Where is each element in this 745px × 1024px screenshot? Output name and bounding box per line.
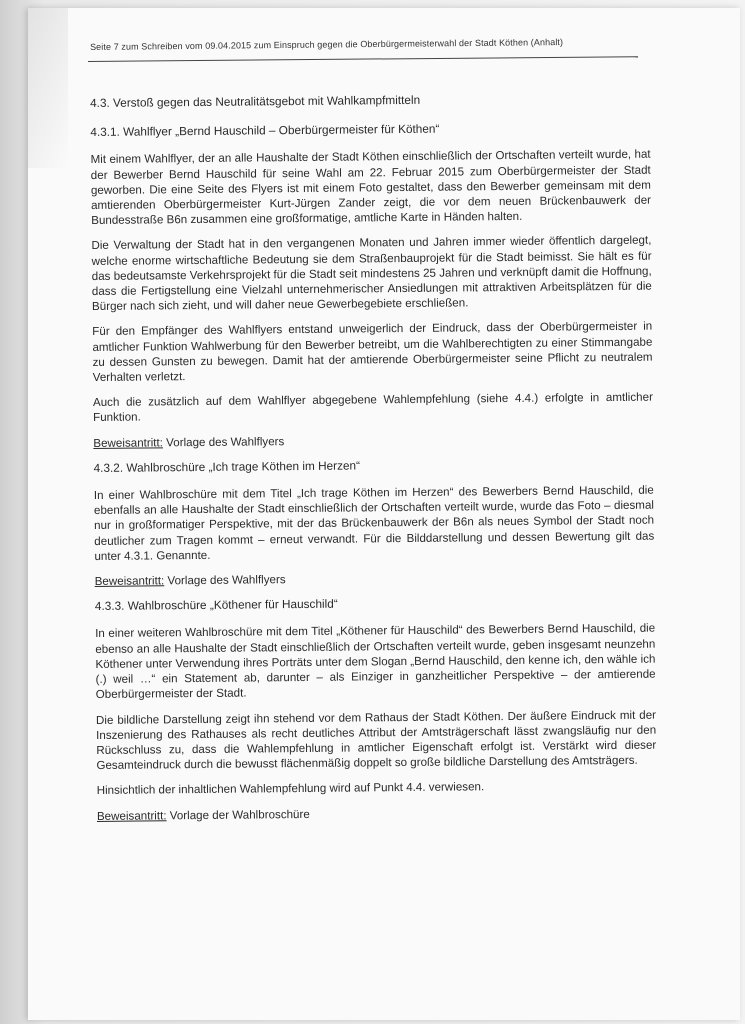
paragraph: In einer weiteren Wahlbroschüre mit dem Titel „Köthener für Hauschild“ des Bewerbers Bernd Hauschild, die ebenso an alle Haushalte der Stadt einschließlich der Ortschaften verteilt wurde, geben insgesamt neunzehn Köthener unter Verwendung ihres Porträts unter dem Slogan „Bernd Hauschild, den kenne ich, den wähle ich (.) weil …“ ein Statement ab, darunter – als Einziger in ganzheitlicher Perspektive – der amtierende Oberbürgermeister der Stadt. bbox=[95, 622, 656, 702]
paragraph: Mit einem Wahlflyer, der an alle Haushalte der Stadt Köthen einschließlich der Ortschaften verteilt wurde, hat der Bewerber Bernd Hauschild für seine Wahl am 22. Februar 2015 zum Oberbürgermeister der Stadt geworben. Die eine Seite des Flyers ist mit einem Foto gestaltet, dass den Bewerber gemeinsam mit dem amtierenden Oberbürgermeister Kurt-Jürgen Zander zeigt, die vor dem neuen Brückenbauwerk der Bundesstraße B6n zusammen eine großformatige, amtliche Karte in Händen halten. bbox=[90, 148, 652, 228]
paragraph: Auch die zusätzlich auf dem Wahlflyer abgegebene Wahlempfehlung (siehe 4.4.) erfolgte in amtlicher Funktion. bbox=[92, 390, 653, 425]
section-heading-4-3-2: 4.3.2. Wahlbroschüre „Ich trage Köthen im Herzen“ bbox=[93, 458, 361, 475]
evidence-label: Beweisantritt: bbox=[94, 574, 165, 589]
evidence-label: Beweisantritt: bbox=[93, 435, 163, 450]
page-header: Seite 7 zum Schreiben vom 09.04.2015 zum Einspruch gegen die Oberbürgermeisterwahl der Stadt Köthen (Anhalt) bbox=[90, 37, 564, 52]
evidence-label: Beweisantritt: bbox=[96, 808, 167, 823]
section-heading-4-3-1: 4.3.1. Wahlflyer „Bernd Hauschild – Oberbürgermeister für Köthen“ bbox=[90, 121, 440, 140]
paragraph: Die Verwaltung der Stadt hat in den vergangenen Monaten und Jahren immer wieder öffentlich dargelegt, welche enorme wirtschaftliche Bedeutung sie dem Straßenbauprojekt für die Stadt beimisst. Sie hält es für das bedeutsamste Verkehrsprojekt für die Stadt seit mindestens 25 Jahren und verknüpft damit die Hoffnung, dass die Fertigstellung eine Vielzahl unternehmerischer Ansiedlungen mit attraktiven Arbeitsplätzen für die Bürger nach sich zieht, und will daher neue Gewerbegebiete erschließen. bbox=[91, 234, 652, 314]
evidence-text: Vorlage des Wahlflyers bbox=[162, 434, 285, 449]
section-heading-4-3-3: 4.3.3. Wahlbroschüre „Köthener für Hauschild“ bbox=[94, 596, 338, 614]
paragraph: In einer Wahlbroschüre mit dem Titel „Ich trage Köthen im Herzen“ des Bewerbers Bernd Hauschild, die ebenfalls an alle Haushalte der Stadt einschließlich der Ortschaften verteilt wurde, wurde das Foto – diesmal nur in großformatiger Perspektive, mit der das Brückenbauwerk der B6n als neues Symbol der Stadt noch deutlicher zum Tragen kommt – erneut verwandt. Für die Bilddarstellung und dessen Bewertung gilt das unter 4.3.1. Genannte. bbox=[93, 483, 655, 563]
paragraph: Die bildliche Darstellung zeigt ihn stehend vor dem Rathaus der Stadt Köthen. Der äußere Eindruck mit der Inszenierung des Rathauses als recht deutliches Attribut der Amtsträgerschaft lässt zwangsläufig nur den Rückschluss zu, dass die Wahlempfehlung in amtlicher Eigenschaft erfolgt ist. Verstärkt wird dieser Gesamteindruck durch die bewusst flächenmäßig doppelt so große bildliche Darstellung des Amtsträgers. bbox=[95, 708, 657, 773]
evidence-line bbox=[95, 569, 655, 590]
page-fold-shadow bbox=[28, 8, 68, 168]
paragraph: Hinsichtlich der inhaltlichen Wahlempfehlung wird auf Punkt 4.4. verwiesen. bbox=[96, 780, 485, 798]
evidence-text: Vorlage des Wahlflyers bbox=[164, 573, 286, 588]
document-body bbox=[90, 91, 657, 824]
paragraph: Für den Empfänger des Wahlflyers entstand unweigerlich der Eindruck, dass der Oberbürgermeister in amtlicher Funktion Wahlwerbung für den Bewerber betreibt, um die Wahlberechtigten zu einer Stimmangabe zu dessen Gunsten zu bewegen. Damit hat der amtierende Oberbürgermeister seine Pflicht zu neutralem Verhalten verletzt. bbox=[92, 320, 653, 385]
section-heading-4-3: 4.3. Verstoß gegen das Neutralitätsgebot mit Wahlkampfmitteln bbox=[90, 92, 421, 110]
evidence-text: Vorlage der Wahlbroschüre bbox=[166, 807, 310, 822]
evidence-line bbox=[93, 430, 653, 451]
